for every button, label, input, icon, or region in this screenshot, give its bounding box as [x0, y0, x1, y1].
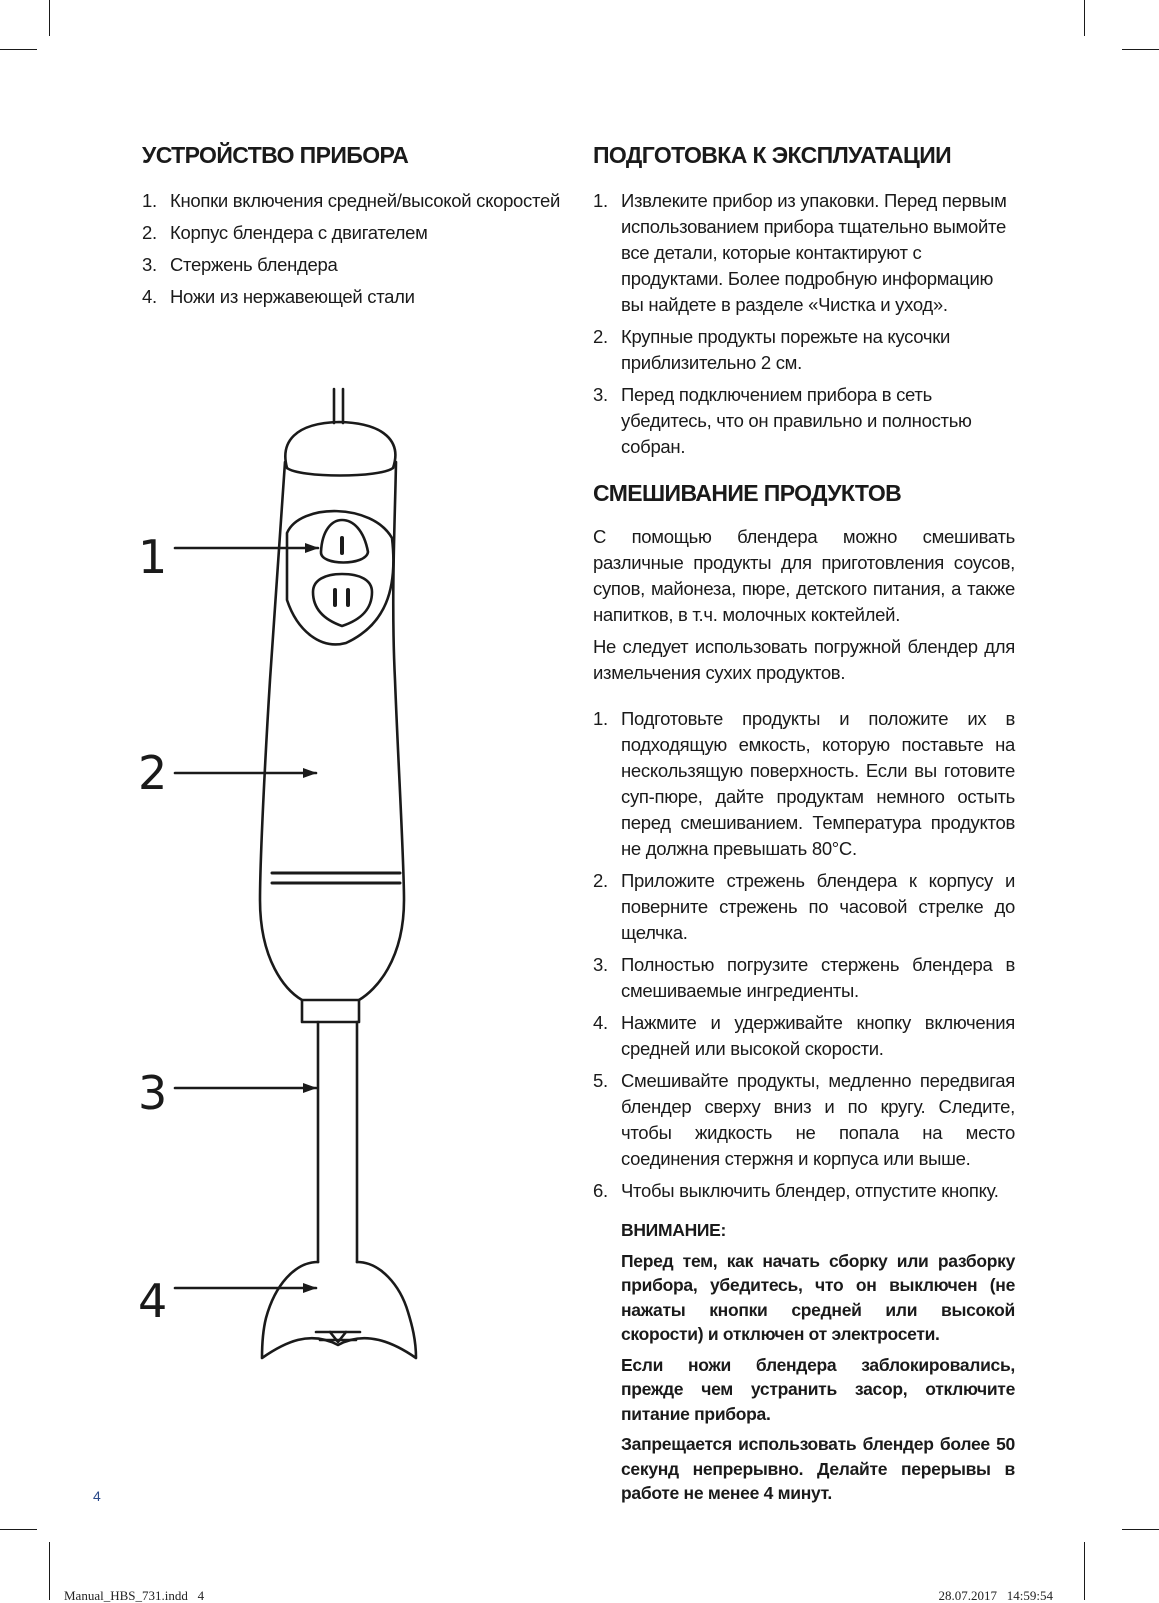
list-item: [142, 252, 562, 278]
mix-intro-paragraph: С помощью блендера можно смешивать различные продукты для приготовления соусов, супов, майонеза, пюре, детского питания, а также напитков, в т.ч. молочных коктейлей.: [593, 526, 1015, 625]
list-item: [593, 188, 1015, 318]
list-item: [593, 952, 1015, 1004]
list-item: [593, 1068, 1015, 1172]
speed-button-1-icon: [321, 520, 368, 563]
list-item: [142, 220, 562, 246]
list-item: [593, 1010, 1015, 1062]
callout-1: 1: [138, 530, 168, 584]
list-number: 4.: [593, 1012, 608, 1033]
list-text: Полностью погрузите стержень блендера в смешиваемые ингредиенты.: [621, 954, 1015, 1001]
mix-dry-warning-paragraph: Не следует использовать погружной блендер для измельчения сухих продуктов.: [593, 636, 1015, 683]
warning-paragraph: Перед тем, как начать сборку или разборку прибора, убедитесь, что он выключен (не нажаты кнопки средней или высокой скорости) и отключен от электросети.: [621, 1250, 1015, 1344]
list-number: 2.: [142, 222, 157, 243]
device-section: [142, 140, 562, 310]
list-text: Смешивайте продукты, медленно передвигая блендер сверху вниз и по кругу. Следите, чтобы жидкость не попала на место соединения стержня и корпуса или выше.: [621, 1070, 1015, 1169]
list-text: Корпус блендера с двигателем: [170, 222, 428, 243]
power-cord: [334, 389, 343, 423]
warning-paragraph: Запрещается использовать блендер более 50 секунд непрерывно. Делайте перерывы в работе не менее 4 минут.: [621, 1434, 1015, 1503]
list-text: Нажмите и удерживайте кнопку включения средней или высокой скорости.: [621, 1012, 1015, 1059]
crop-mark: [1084, 1542, 1085, 1600]
list-number: 2.: [593, 326, 608, 347]
list-text: Перед подключением прибора в сеть убедитесь, что он правильно и полностью собран.: [621, 384, 972, 457]
list-number: 3.: [142, 254, 157, 275]
instructions-section: [593, 140, 1015, 1506]
device-heading: УСТРОЙСТВО ПРИБОРА: [142, 142, 409, 168]
list-item: [593, 1178, 1015, 1204]
list-number: 2.: [593, 870, 608, 891]
prep-list: [593, 188, 1015, 460]
list-number: 3.: [593, 954, 608, 975]
top-cap: [285, 422, 395, 468]
mix-heading: СМЕШИВАНИЕ ПРОДУКТОВ: [593, 480, 902, 506]
mix-steps-list: [593, 706, 1015, 1204]
list-text: Крупные продукты порежьте на кусочки приблизительно 2 см.: [621, 326, 951, 373]
crop-mark: [49, 0, 50, 36]
callout-4: 4: [138, 1274, 168, 1328]
list-item: [593, 706, 1015, 862]
list-number: 4.: [142, 286, 157, 307]
list-item: [593, 382, 1015, 460]
callout-3: 3: [138, 1066, 168, 1120]
list-item: [593, 324, 1015, 376]
list-number: 6.: [593, 1180, 608, 1201]
list-text: Приложите стрежень блендера к корпусу и поверните стрежень по часовой стрелке до щелчка.: [621, 870, 1015, 943]
list-number: 1.: [142, 190, 157, 211]
callout-2: 2: [138, 746, 168, 800]
list-number: 5.: [593, 1070, 608, 1091]
crop-mark: [1084, 0, 1085, 36]
list-text: Ножи из нержавеющей стали: [170, 286, 415, 307]
crop-mark: [1122, 49, 1159, 50]
crop-mark: [1122, 1529, 1159, 1530]
button-panel: [287, 511, 393, 644]
footer-filename: Manual_HBS_731.indd 4: [64, 1588, 205, 1603]
list-item: [593, 868, 1015, 946]
speed-button-2-icon: [313, 574, 372, 626]
list-text: Кнопки включения средней/высокой скоростей: [170, 190, 560, 211]
warning-title: ВНИМАНИЕ:: [621, 1220, 727, 1240]
body-collar: [272, 873, 400, 883]
blender-body: [260, 462, 404, 1022]
prep-heading: ПОДГОТОВКА К ЭКСПЛУАТАЦИИ: [593, 142, 952, 168]
crop-mark: [0, 49, 37, 50]
blade-guard: [262, 1262, 416, 1358]
blender-shaft: [318, 1022, 357, 1262]
list-number: 3.: [593, 384, 608, 405]
list-item: [142, 188, 562, 214]
device-parts-list: [142, 188, 562, 310]
page-number: 4: [93, 1488, 101, 1504]
warning-paragraph: Если ножи блендера заблокировались, прежде чем устранить засор, отключите питание прибора.: [621, 1354, 1015, 1424]
list-text: Стержень блендера: [170, 254, 338, 275]
warning-block: [621, 1218, 1015, 1506]
list-number: 1.: [593, 190, 608, 211]
list-number: 1.: [593, 708, 608, 729]
list-text: Подготовьте продукты и положите их в подходящую емкость, которую поставьте на нескользящую поверхность. Если вы готовите суп-пюре, дайте продуктам немного остыть перед смешиванием. Температура продуктов не должна превышать 80°С.: [621, 708, 1015, 859]
crop-mark: [49, 1542, 50, 1600]
list-text: Извлеките прибор из упаковки. Перед первым использованием прибора тщательно вымойте все детали, которые контактируют с продуктами. Более подробную информацию вы найдете в разделе «Чистка и уход».: [621, 190, 1007, 315]
list-item: [142, 284, 562, 310]
footer-timestamp: 28.07.2017 14:59:54: [938, 1588, 1053, 1603]
crop-mark: [0, 1529, 37, 1530]
list-text: Чтобы выключить блендер, отпустите кнопку.: [621, 1180, 999, 1201]
